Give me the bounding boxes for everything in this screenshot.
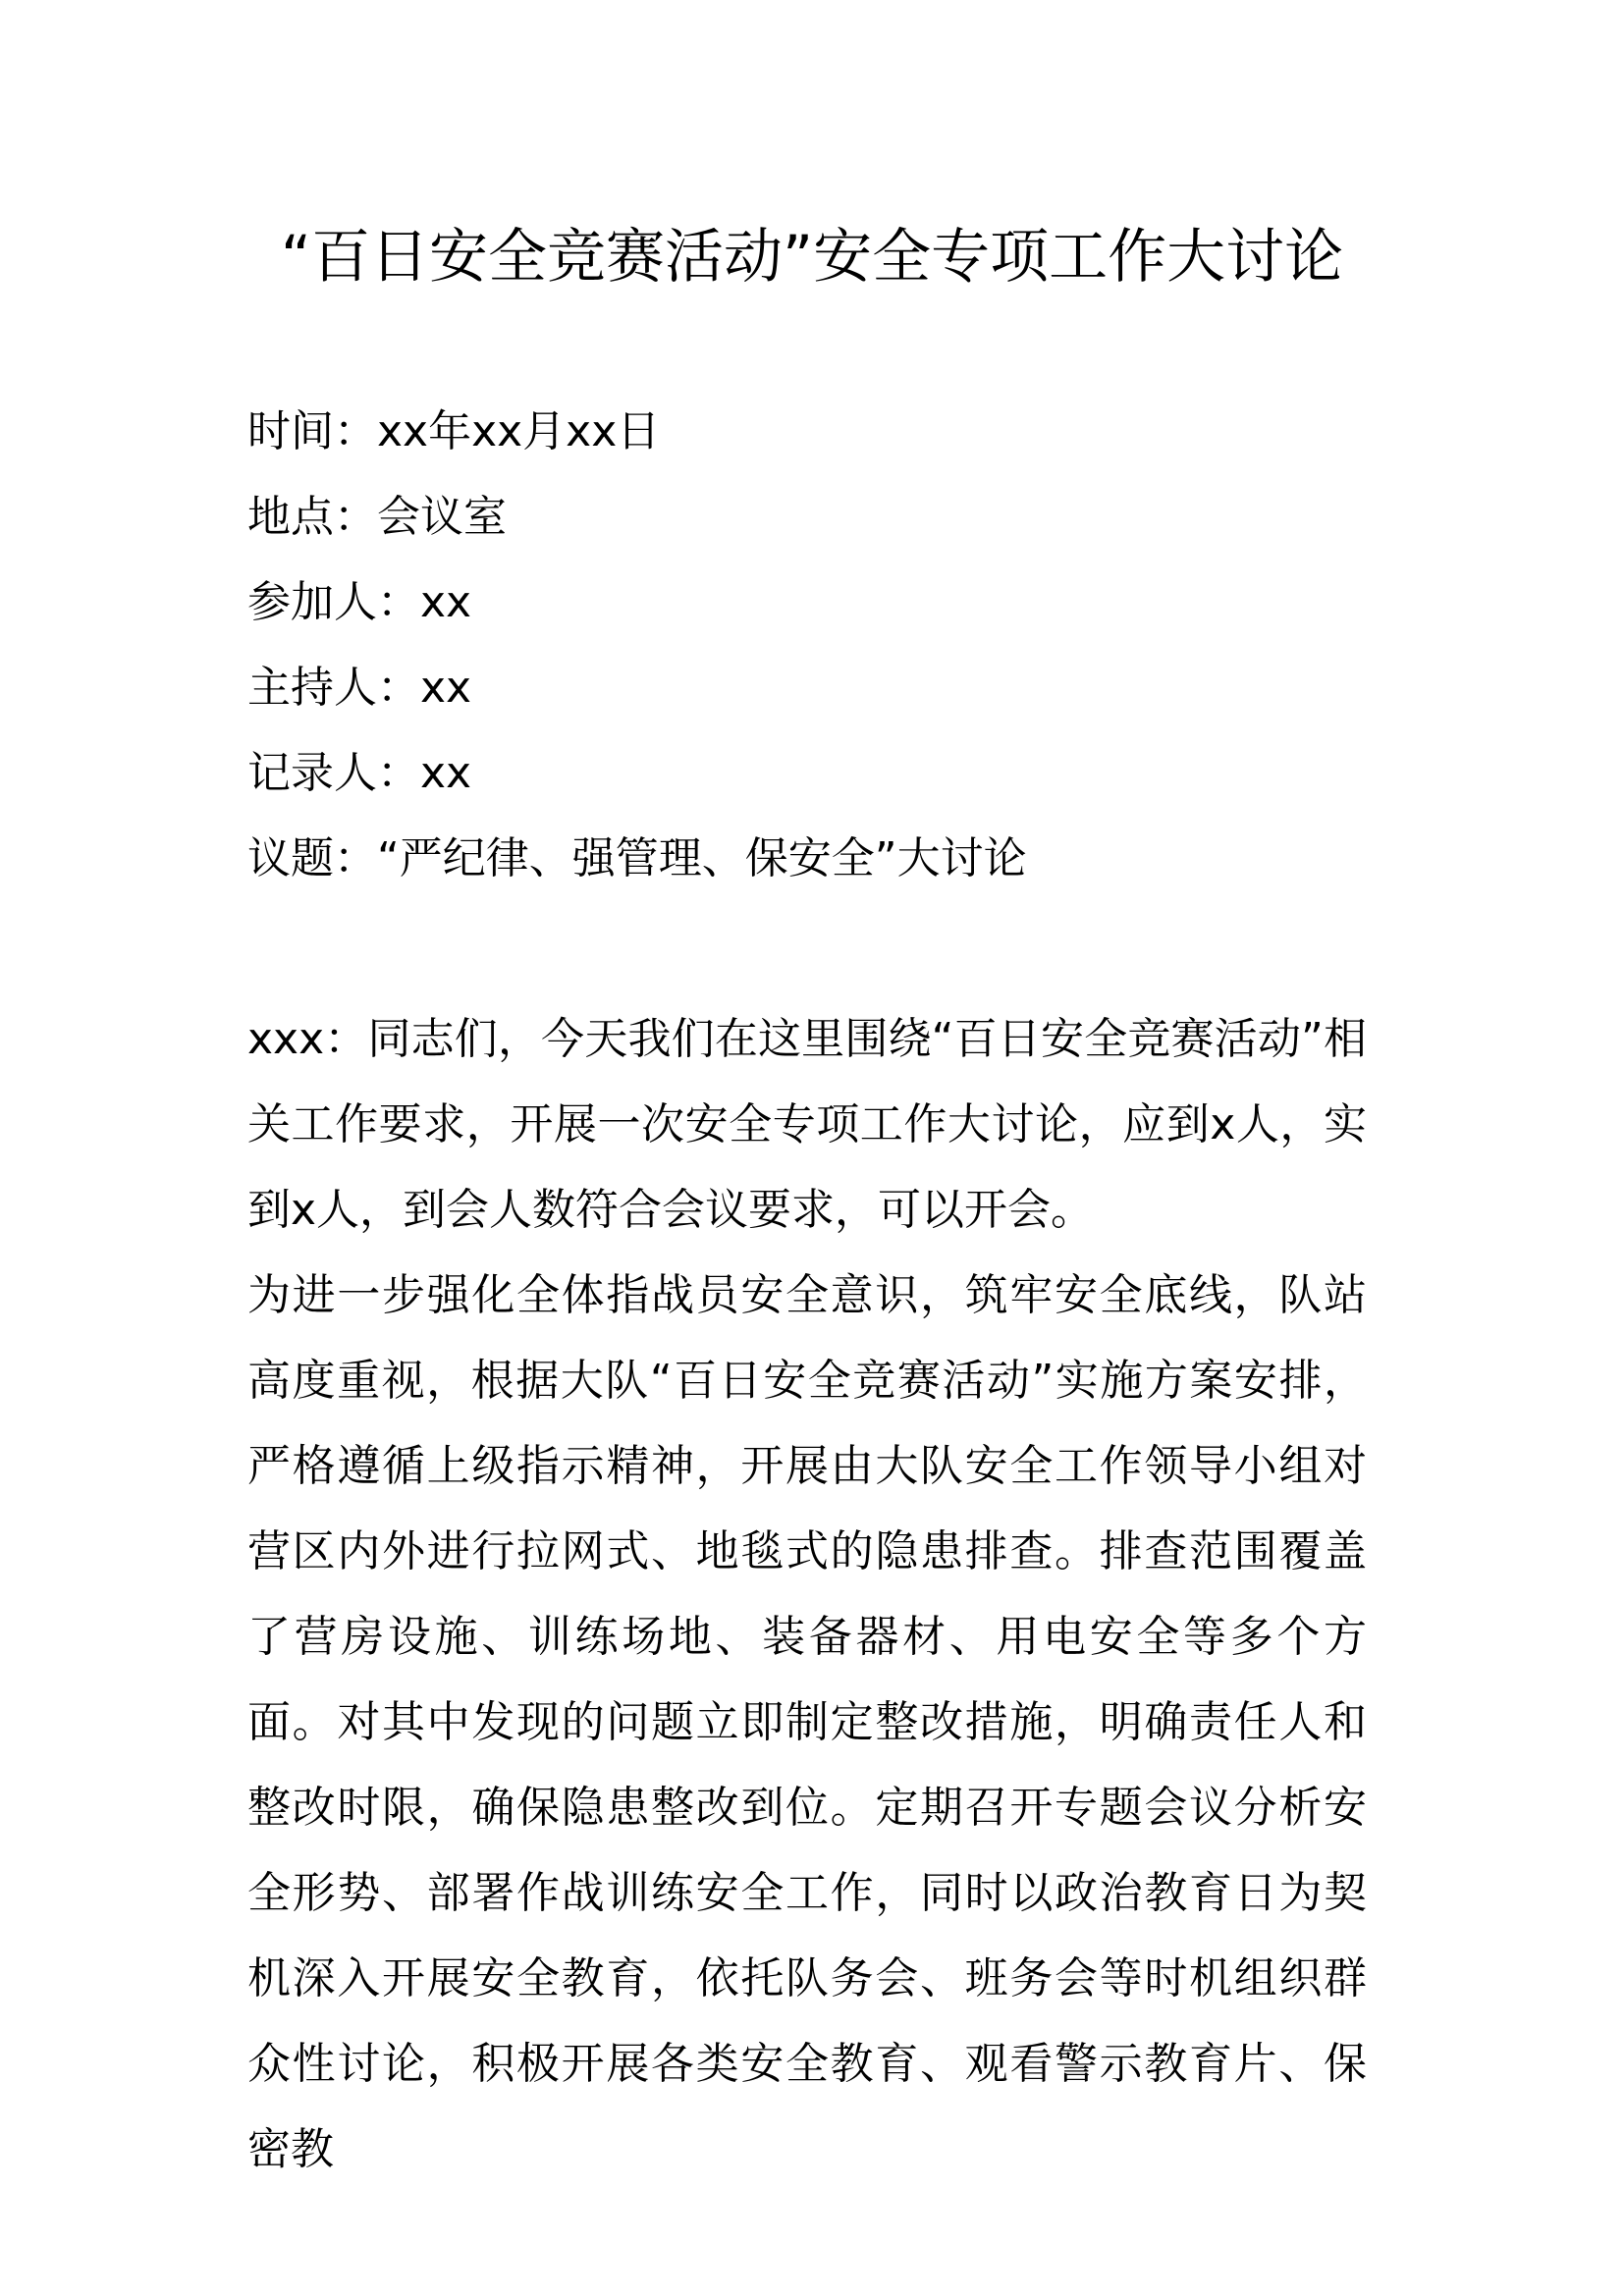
meeting-info	[247, 398, 1367, 910]
meeting-time: 时间：xx年xx月xx日	[247, 406, 661, 456]
meeting-participants: 参加人：xx	[247, 577, 472, 627]
document-body	[247, 996, 1367, 2192]
meeting-topic: 议题：“严纪律、强管理、保安全”大讨论	[247, 833, 1027, 883]
paragraph-main: 为进一步强化全体指战员安全意识，筑牢安全底线，队站高度重视，根据大队“百日安全竞赛活动”实施方案安排，严格遵循上级指示精神，开展由大队安全工作领导小组对营区内外进行拉网式、地毯式的隐患排查。排查范围覆盖了营房设施、训练场地、装备器材、用电安全等多个方面。对其中发现的问题立即制定整改措施，明确责任人和整改时限，确保隐患整改到位。定期召开专题会议分析安全形势、部署作战训练安全工作，同时以政治教育日为契机深入开展安全教育，依托队务会、班务会等时机组织群众性讨论，积极开展各类安全教育、观看警示教育片、保密教	[247, 1270, 1367, 2174]
meeting-host: 主持人：xx	[247, 663, 472, 713]
paragraph-opening: xxx：同志们，今天我们在这里围绕“百日安全竞赛活动”相关工作要求，开展一次安全专项工作大讨论，应到x人，实到x人，到会人数符合会议要求，可以开会。	[247, 1014, 1367, 1235]
meeting-recorder: 记录人：xx	[247, 748, 472, 798]
meeting-location: 地点：会议室	[247, 492, 507, 542]
document-title: “百日安全竞赛活动”安全专项工作大讨论	[280, 223, 1344, 292]
